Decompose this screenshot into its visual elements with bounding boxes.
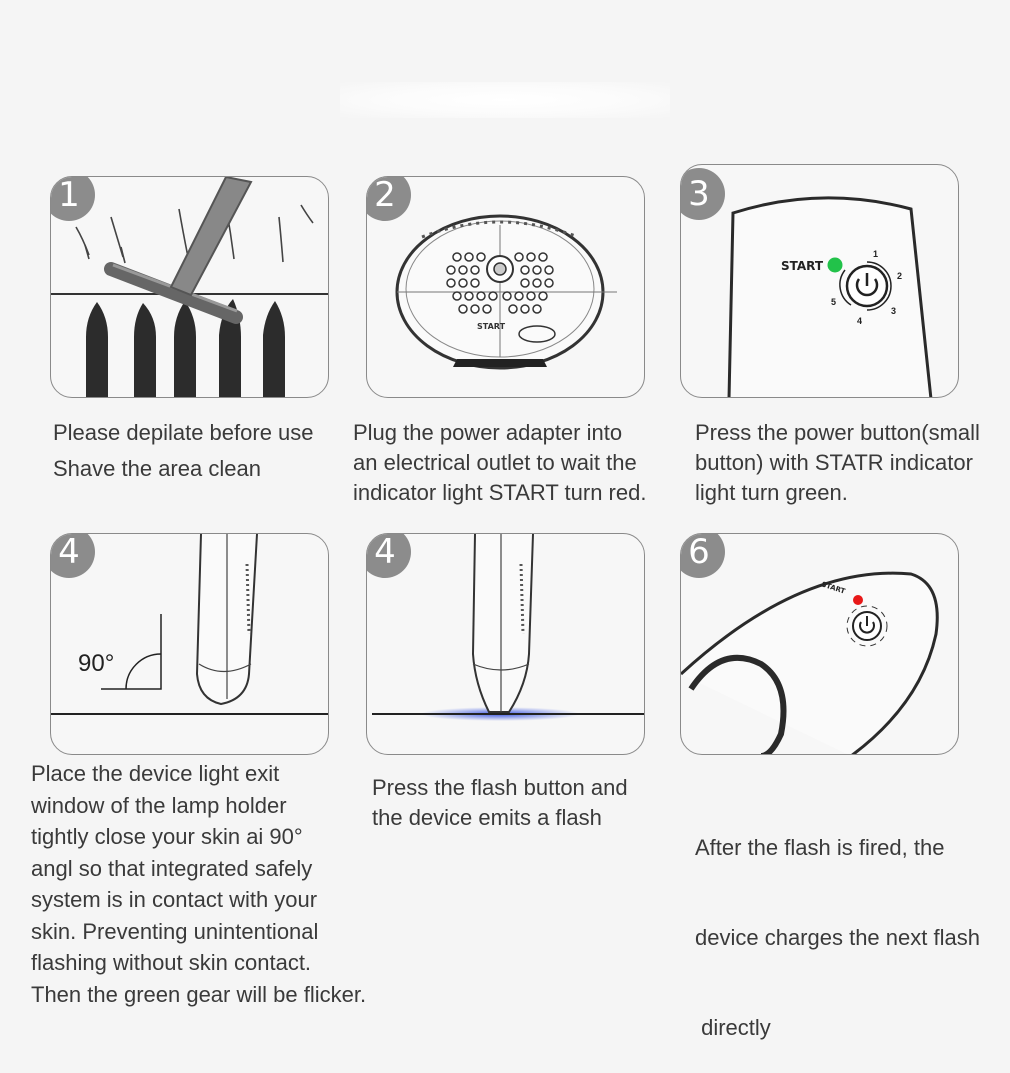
step-badge: 1	[50, 176, 95, 221]
start-indicator	[853, 595, 863, 605]
caption-line: Plug the power adapter into	[353, 420, 623, 445]
start-indicator	[828, 258, 843, 273]
caption-line: Shave the area clean	[53, 456, 261, 481]
step-badge: 6	[680, 533, 725, 578]
start-label: START	[781, 259, 824, 273]
caption-line: an electrical outlet to wait the	[353, 450, 637, 475]
step-4-caption	[31, 758, 366, 1010]
caption-line: window of the lamp holder	[31, 792, 287, 818]
caption-line: Place the device light exit	[31, 761, 280, 786]
step-6-caption	[695, 773, 980, 1073]
header-glow	[340, 82, 670, 118]
flash-illustration	[367, 534, 645, 755]
caption-line: skin. Preventing unintentional	[31, 918, 319, 944]
caption-line: device charges the next flash	[695, 925, 980, 950]
caption-line: flashing without skin contact.	[31, 950, 312, 975]
ring-number-5: 5	[831, 297, 837, 307]
caption-line: system is in contact with your	[31, 887, 318, 912]
step-6-card	[680, 533, 959, 755]
step-3-card	[680, 164, 959, 398]
shaving-illustration	[51, 177, 329, 398]
step-badge: 3	[680, 168, 725, 220]
start-label: START	[820, 580, 847, 596]
step-3-caption	[695, 418, 980, 508]
device-side-illustration	[681, 534, 959, 755]
ring-number-2: 2	[897, 271, 903, 281]
caption-line: Please depilate before use	[53, 420, 314, 445]
step-1-caption	[53, 418, 314, 484]
step-4-card	[50, 533, 329, 755]
device-front-illustration	[367, 177, 645, 398]
caption-line: tightly close your skin ai 90°	[31, 824, 303, 849]
caption-line: light turn green.	[695, 480, 848, 505]
caption-line: Press the power button(small	[695, 420, 980, 445]
caption-line: button) with STATR indicator	[695, 450, 973, 475]
step-1-card	[50, 176, 329, 398]
step-5-caption	[372, 773, 628, 833]
device-start-label: START	[477, 322, 506, 331]
caption-line: the device emits a flash	[372, 805, 602, 830]
caption-line: indicator light START turn red.	[353, 480, 647, 505]
caption-line: Press the flash button and	[372, 775, 628, 800]
angle-illustration	[51, 534, 329, 755]
angle-label: 90°	[78, 650, 115, 677]
ring-number-4: 4	[857, 316, 863, 326]
step-2-caption	[353, 418, 646, 508]
step-badge: 4	[366, 533, 411, 578]
step-badge: 4	[50, 533, 95, 578]
caption-line: angl so that integrated safely	[31, 855, 313, 881]
step-5-card	[366, 533, 645, 755]
step-badge: 2	[366, 176, 411, 221]
ring-number-3: 3	[891, 306, 897, 316]
caption-line: Then the green gear will be flicker.	[31, 981, 367, 1007]
step-2-card	[366, 176, 645, 398]
caption-line: directly	[695, 1015, 771, 1040]
ring-number-1: 1	[873, 249, 879, 259]
caption-line: After the flash is fired, the	[695, 835, 945, 860]
